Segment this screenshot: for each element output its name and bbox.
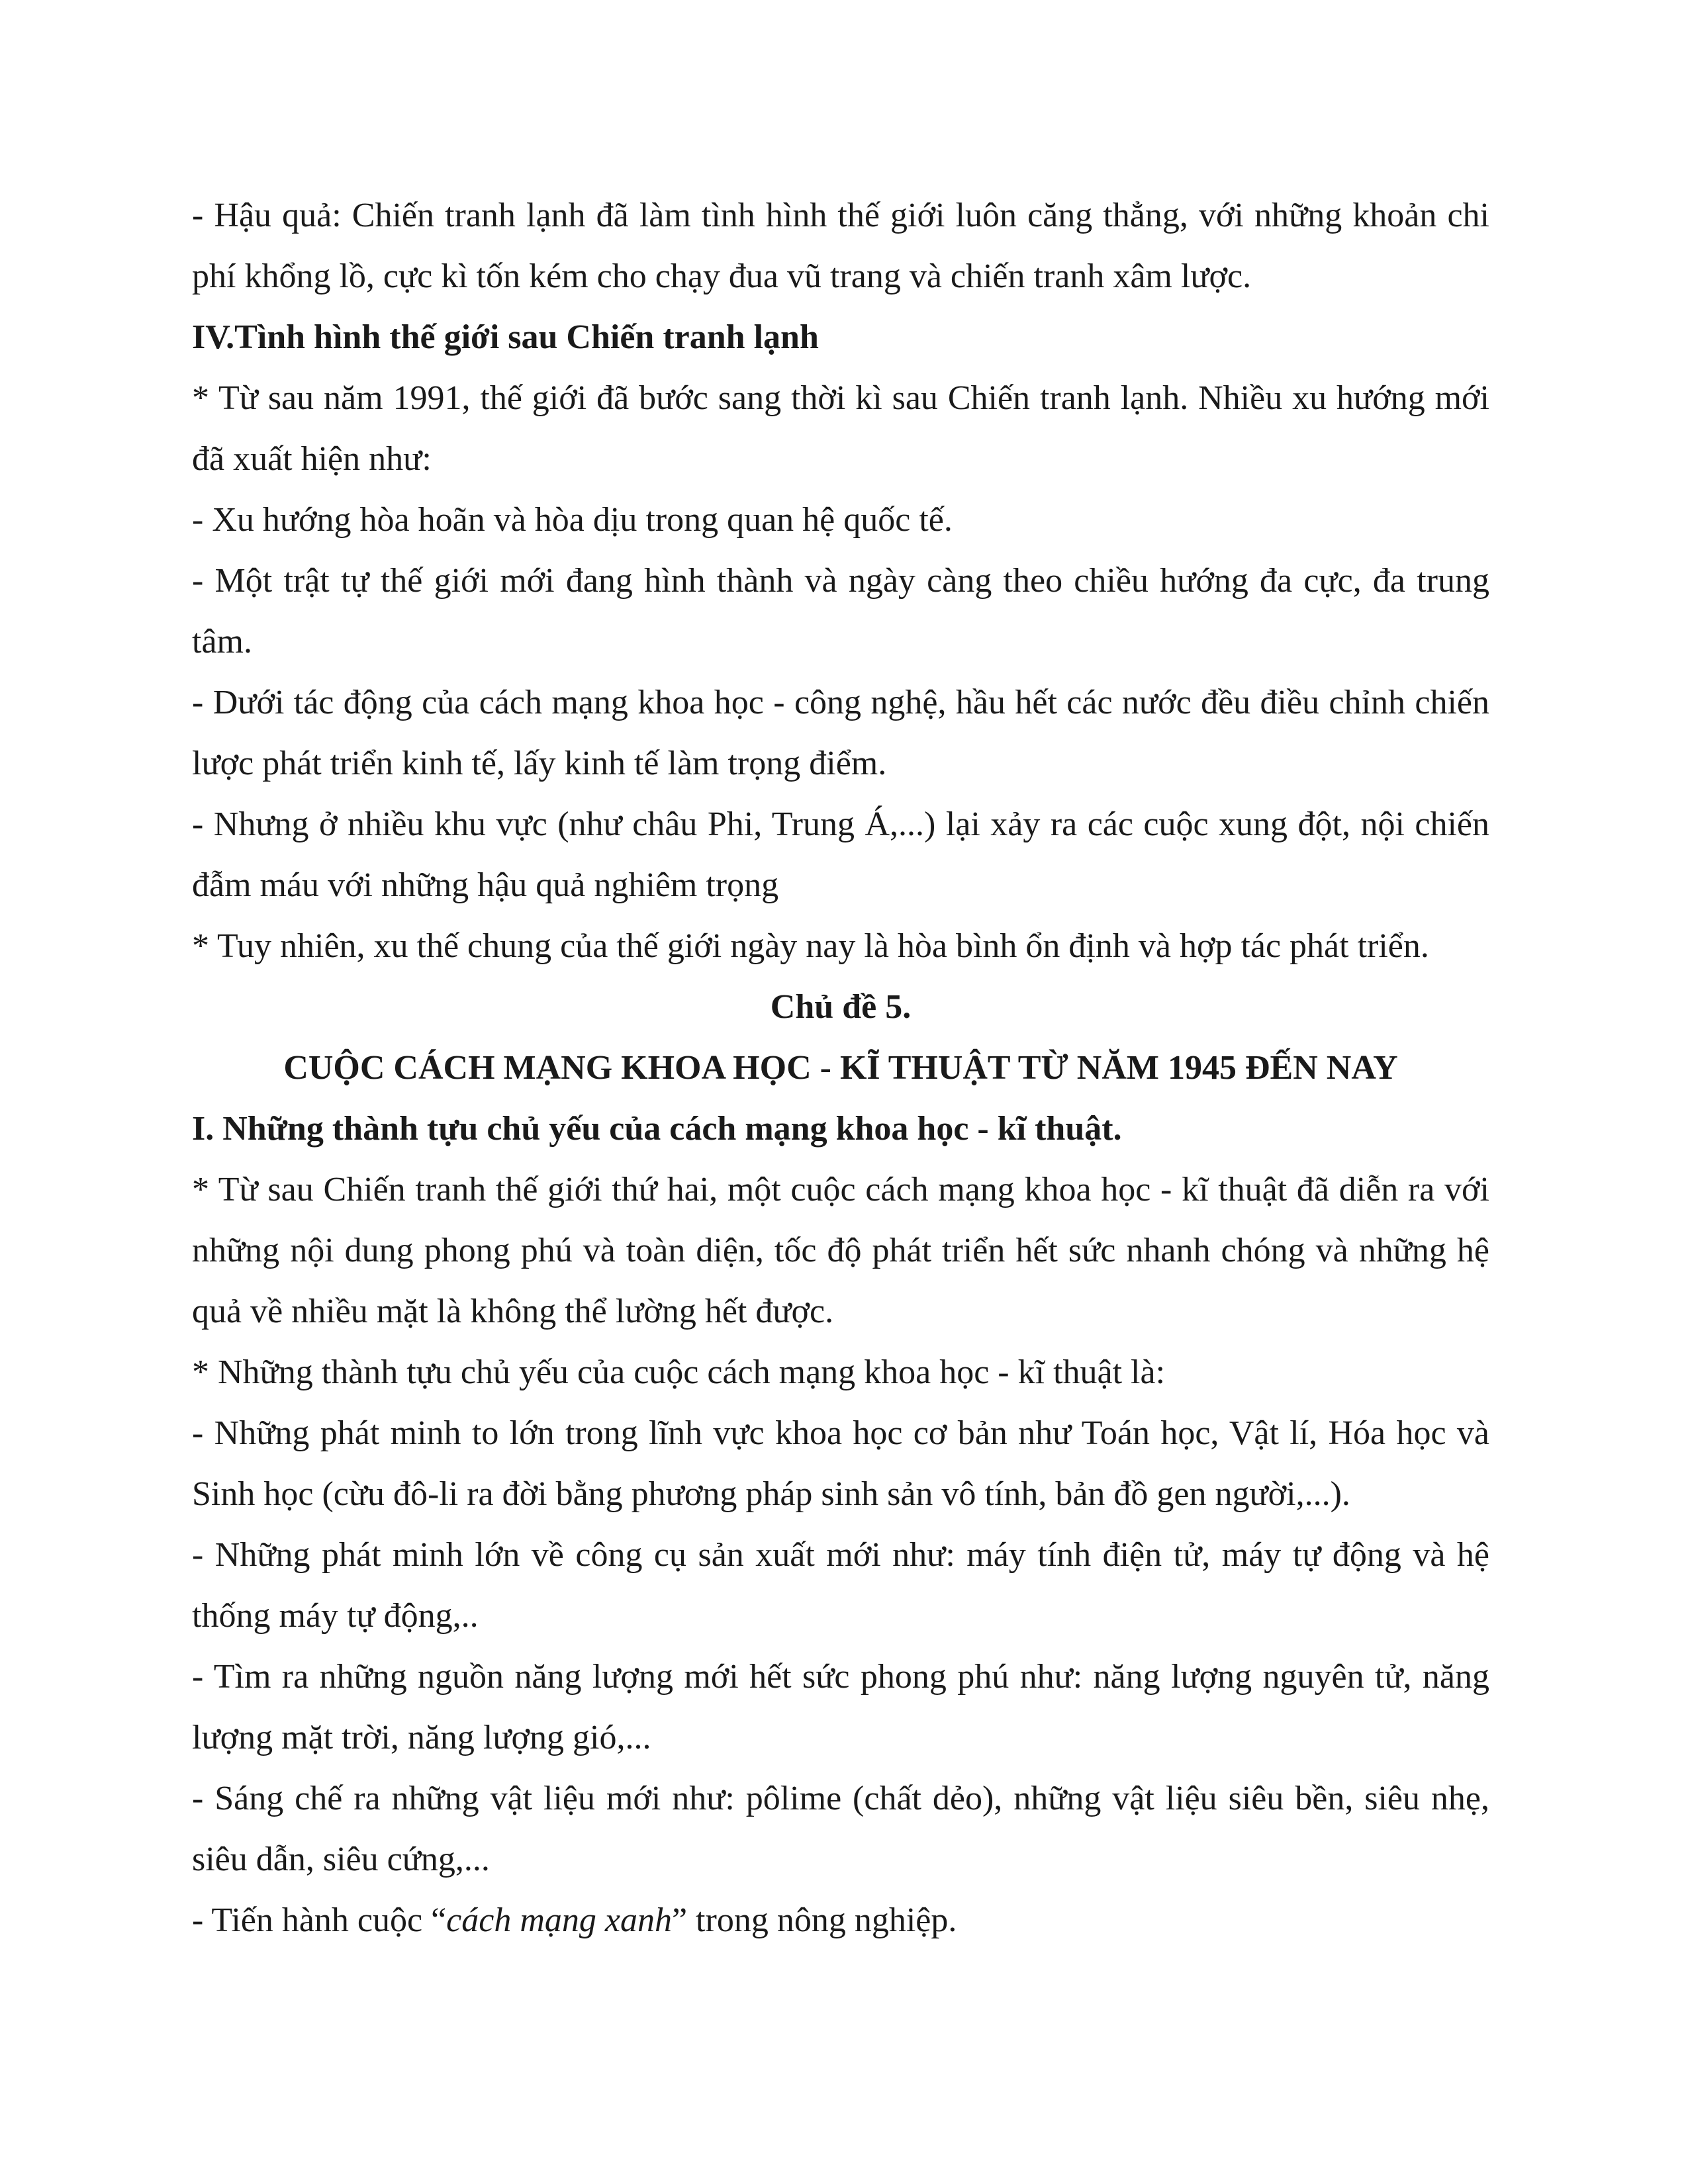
topic-label: Chủ đề 5. (770, 988, 912, 1026)
list-item: - Những phát minh lớn về công cụ sản xuất mới như: máy tính điện tử, máy tự động và hệ thống máy tự động,.. (192, 1536, 1489, 1635)
section-iv-intro: * Từ sau năm 1991, thế giới đã bước sang thời kì sau Chiến tranh lạnh. Nhiều xu hướng mới đã xuất hiện như: (192, 379, 1489, 478)
item-italic-term: cách mạng xanh (446, 1901, 672, 1939)
item-prefix: - Tiến hành cuộc “ (192, 1901, 447, 1939)
section-iv-conclusion: * Tuy nhiên, xu thế chung của thế giới ngày nay là hòa bình ổn định và hợp tác phát triển. (192, 927, 1429, 965)
list-item-green-revolution (192, 1890, 1489, 1951)
consequence-paragraph: - Hậu quả: Chiến tranh lạnh đã làm tình hình thế giới luôn căng thẳng, với những khoản chi phí khổng lồ, cực kì tốn kém cho chạy đua vũ trang và chiến tranh xâm lược. (192, 197, 1489, 295)
section-i-intro: * Từ sau Chiến tranh thế giới thứ hai, một cuộc cách mạng khoa học - kĩ thuật đã diễn ra với những nội dung phong phú và toàn diện, tốc độ phát triển hết sức nhanh chóng và những hệ quả về nhiều mặt là không thể lường hết được. (192, 1171, 1489, 1330)
topic-title: CUỘC CÁCH MẠNG KHOA HỌC - KĨ THUẬT TỪ NĂM 1945 ĐẾN NAY (283, 1049, 1398, 1087)
list-item: - Tìm ra những nguồn năng lượng mới hết sức phong phú như: năng lượng nguyên tử, năng lượng mặt trời, năng lượng gió,... (192, 1658, 1489, 1756)
list-item: - Dưới tác động của cách mạng khoa học - công nghệ, hầu hết các nước đều điều chỉnh chiến lược phát triển kinh tế, lấy kinh tế làm trọng điểm. (192, 684, 1489, 782)
item-suffix: ” trong nông nghiệp. (671, 1901, 957, 1939)
list-item: - Một trật tự thế giới mới đang hình thành và ngày càng theo chiều hướng đa cực, đa trung tâm. (192, 562, 1489, 660)
list-item: - Sáng chế ra những vật liệu mới như: pôlime (chất dẻo), những vật liệu siêu bền, siêu nhẹ, siêu dẫn, siêu cứng,... (192, 1780, 1489, 1878)
document-page (192, 185, 1489, 1951)
list-item: - Xu hướng hòa hoãn và hòa dịu trong quan hệ quốc tế. (192, 501, 953, 539)
list-item: - Những phát minh to lớn trong lĩnh vực khoa học cơ bản như Toán học, Vật lí, Hóa học và Sinh học (cừu đô-li ra đời bằng phương pháp sinh sản vô tính, bản đồ gen người,...). (192, 1414, 1489, 1513)
section-iv-heading: IV.Tình hình thế giới sau Chiến tranh lạnh (192, 318, 819, 356)
section-i-heading: I. Những thành tựu chủ yếu của cách mạng khoa học - kĩ thuật. (192, 1110, 1122, 1148)
section-i-lead: * Những thành tựu chủ yếu của cuộc cách mạng khoa học - kĩ thuật là: (192, 1353, 1166, 1391)
list-item: - Nhưng ở nhiều khu vực (như châu Phi, Trung Á,...) lại xảy ra các cuộc xung đột, nội chiến đẫm máu với những hậu quả nghiêm trọng (192, 805, 1489, 904)
